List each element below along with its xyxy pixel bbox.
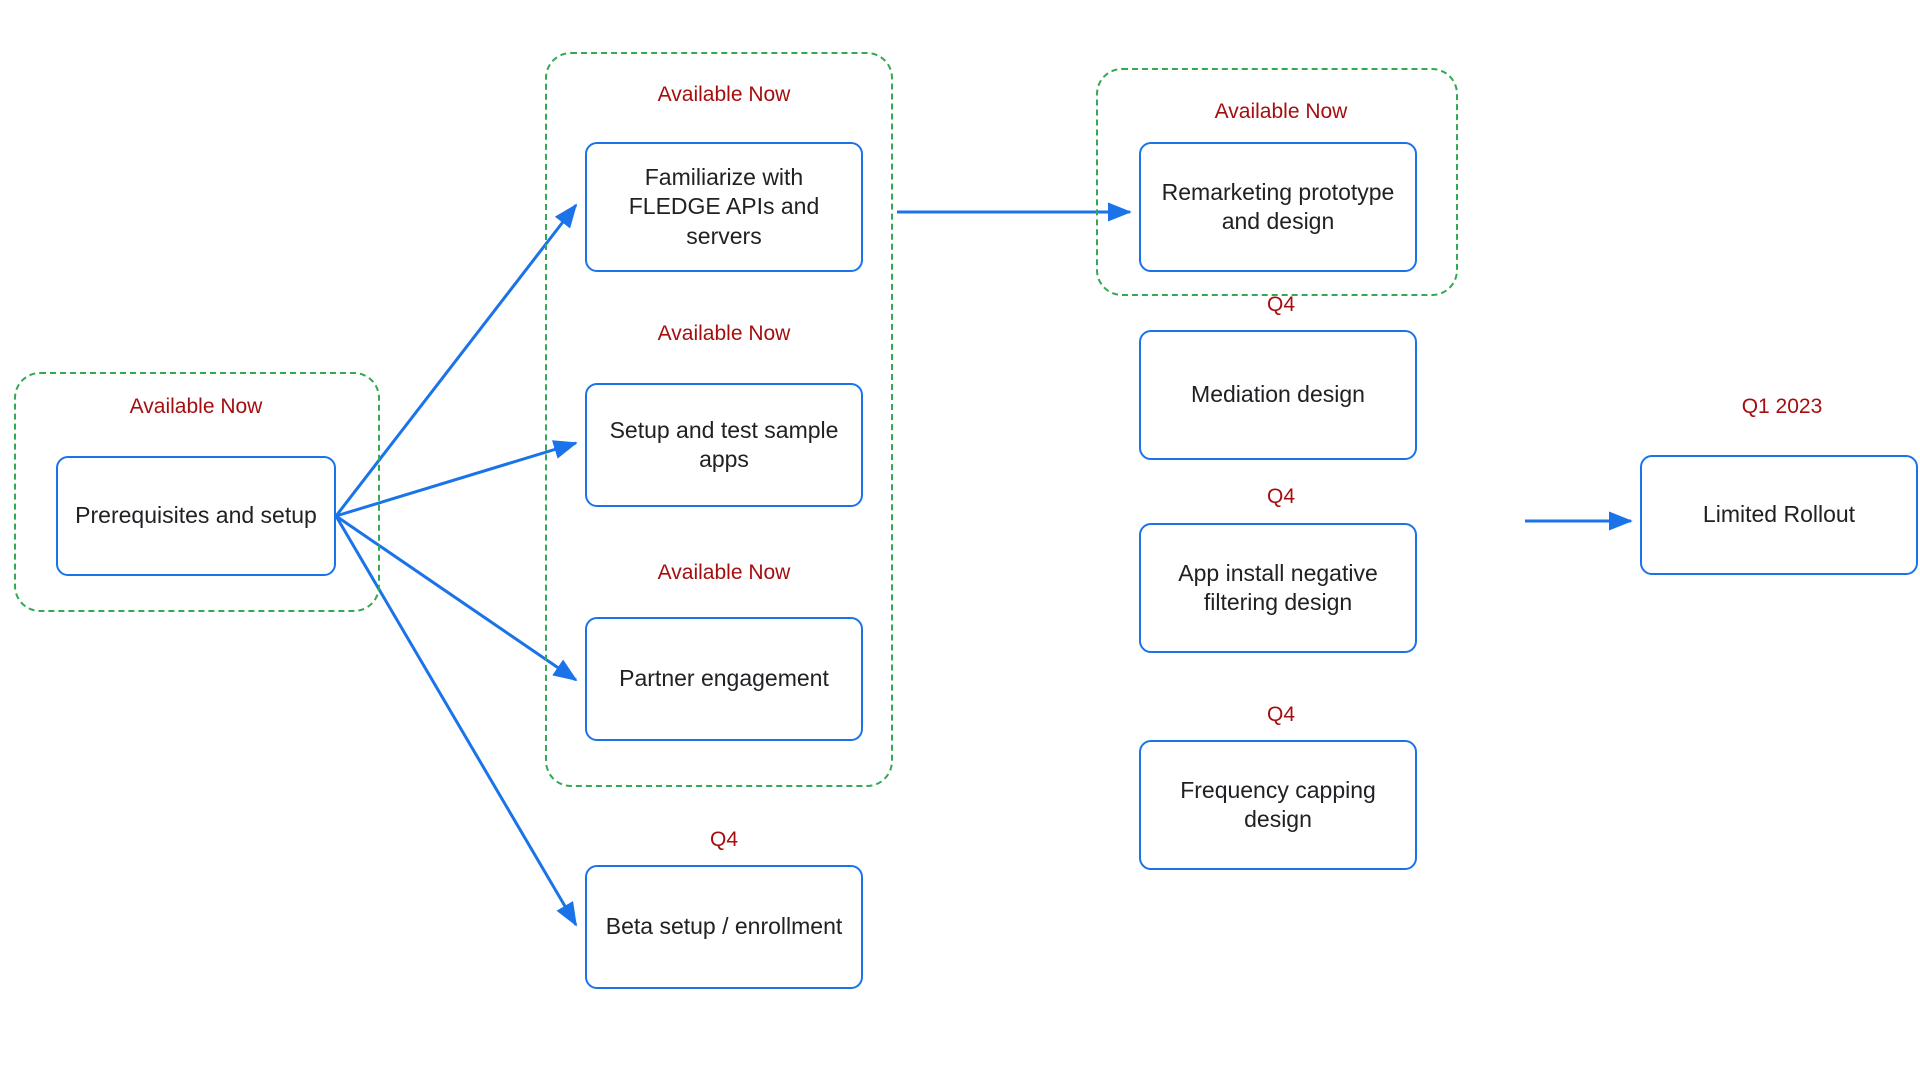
label-setup-test: Available Now — [657, 322, 791, 345]
node-mediation[interactable]: Mediation design — [1139, 330, 1417, 460]
node-limited-rollout[interactable]: Limited Rollout — [1640, 455, 1918, 575]
node-setup-test[interactable]: Setup and test sample apps — [585, 383, 863, 507]
label-beta: Q4 — [709, 828, 739, 851]
node-remarketing[interactable]: Remarketing prototype and design — [1139, 142, 1417, 272]
node-frequency[interactable]: Frequency capping design — [1139, 740, 1417, 870]
node-familiarize[interactable]: Familiarize with FLEDGE APIs and servers — [585, 142, 863, 272]
label-remarketing: Available Now — [1214, 100, 1348, 123]
label-familiarize: Available Now — [657, 83, 791, 106]
node-beta[interactable]: Beta setup / enrollment — [585, 865, 863, 989]
node-partner[interactable]: Partner engagement — [585, 617, 863, 741]
label-partner: Available Now — [657, 561, 791, 584]
label-frequency: Q4 — [1266, 703, 1296, 726]
label-prerequisites: Available Now — [129, 395, 263, 418]
label-mediation: Q4 — [1266, 293, 1296, 316]
label-limited-rollout: Q1 2023 — [1741, 395, 1823, 418]
node-app-install[interactable]: App install negative filtering design — [1139, 523, 1417, 653]
node-prerequisites[interactable]: Prerequisites and setup — [56, 456, 336, 576]
label-app-install: Q4 — [1266, 485, 1296, 508]
